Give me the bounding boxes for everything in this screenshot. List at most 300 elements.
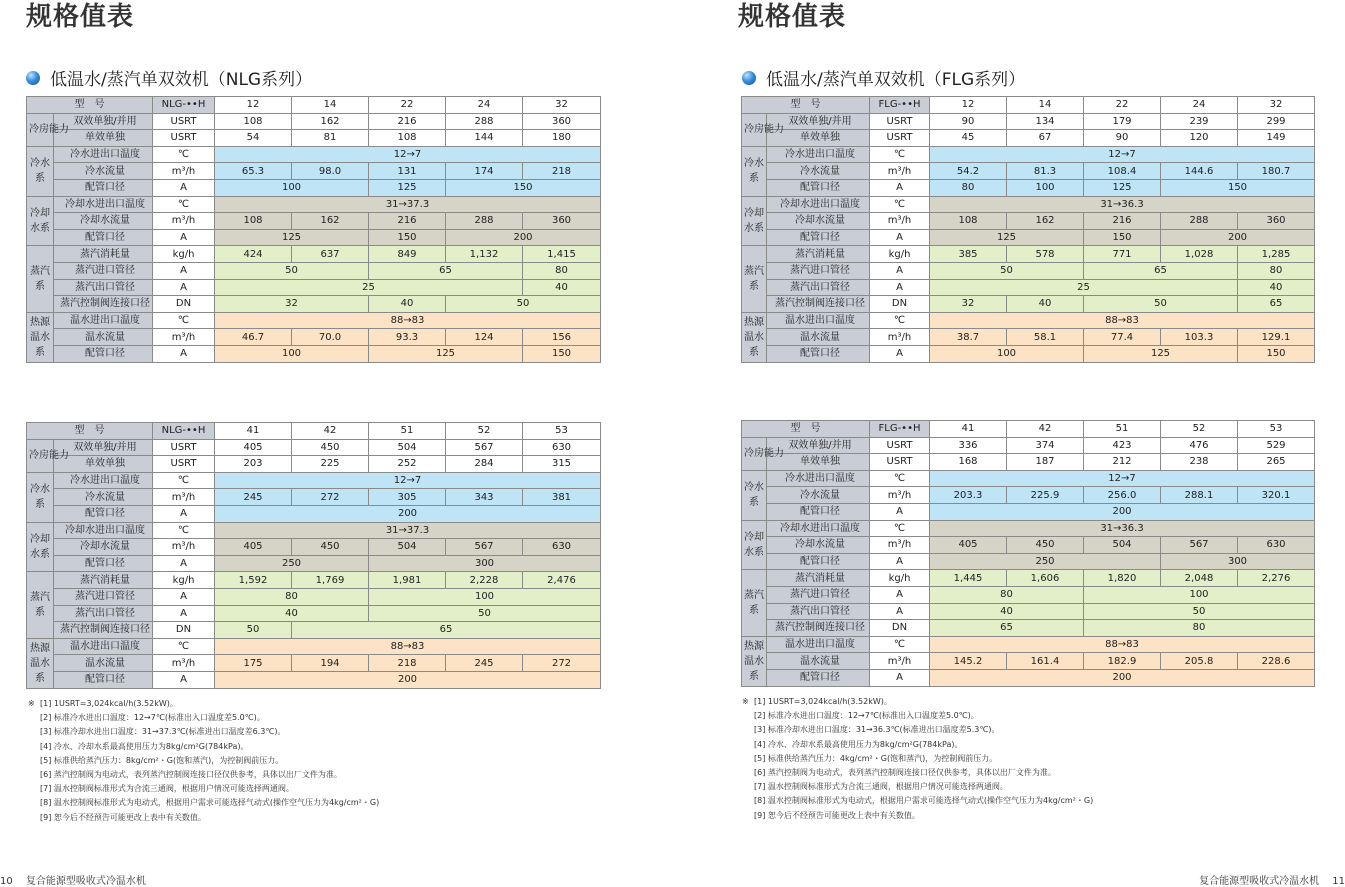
value-cell: 108 [930,213,1007,230]
unit-cell: ℃ [870,520,930,537]
value-cell: 288.1 [1161,487,1238,504]
value-cell: 300 [1161,553,1315,570]
unit-cell: A [153,279,215,296]
value-cell: 40 [1238,279,1315,296]
row-label: 冷水流量 [767,487,870,504]
value-cell: 50 [1084,296,1238,313]
row-label: 冷水流量 [54,163,153,180]
value-cell: 238 [1161,454,1238,471]
unit-cell: DN [870,620,930,637]
unit-cell: m³/h [153,213,215,230]
value-cell: 80 [1238,262,1315,279]
model-cell: 24 [446,97,523,114]
value-cell: 32 [930,296,1007,313]
value-cell: 31→36.3 [930,196,1315,213]
unit-cell: A [870,603,930,620]
value-cell: 476 [1161,437,1238,454]
row-label: 蒸汽控制阀连接口径 [54,622,153,639]
table-row [27,505,601,522]
value-cell: 200 [930,503,1315,520]
row-label: 配管口径 [54,555,153,572]
value-cell: 405 [930,537,1007,554]
value-cell: 225 [292,456,369,473]
row-label: 双效单独/并用 [767,113,870,130]
note-item: [6] 蒸汽控制阀为电动式，表列蒸汽控制阀连接口径仅供参考，具体以出厂文件为准。 [40,770,342,780]
value-cell: 50 [446,296,601,313]
unit-cell: USRT [153,439,215,456]
row-label: 配管口径 [54,229,153,246]
table-row [27,262,601,279]
unit-cell: A [870,179,930,196]
value-cell: 88→83 [215,312,601,329]
value-cell: 65 [369,262,523,279]
value-cell: 31→36.3 [930,520,1315,537]
unit-cell: ℃ [153,638,215,655]
value-cell: 88→83 [215,638,601,655]
value-cell: 40 [369,296,446,313]
table-row [742,229,1315,246]
row-label: 单效单独 [54,456,153,473]
value-cell: 203 [215,456,292,473]
value-cell: 77.4 [1084,329,1161,346]
value-cell: 567 [1161,537,1238,554]
value-cell: 771 [1084,246,1161,263]
value-cell: 381 [523,489,601,506]
cooling-group-label: 冷房能力 [27,113,54,146]
unit-cell: A [870,586,930,603]
value-cell: 67 [1007,130,1084,147]
value-cell: 315 [523,456,601,473]
table-row [27,113,601,130]
unit-cell: A [870,345,930,362]
value-cell: 578 [1007,246,1084,263]
unit-cell: A [870,503,930,520]
page-title-right: 规格值表 [738,2,847,32]
value-cell: 272 [523,655,601,672]
value-cell: 423 [1084,437,1161,454]
group-label: 蒸汽系 [742,570,767,636]
note-item: [3] 标准冷却水进出口温度：31→36.3℃(标准进出口温度差5.3℃)。 [754,725,1000,735]
model-code: FLG-••H [870,97,930,114]
value-cell: 567 [446,539,523,556]
value-cell: 32 [215,296,369,313]
spec-table-nlg-2 [26,422,601,689]
value-cell: 90 [1084,130,1161,147]
row-label: 冷水进出口温度 [767,470,870,487]
page-number: 10 [0,876,13,887]
value-cell: 54 [215,130,292,147]
unit-cell: ℃ [870,636,930,653]
note-item: [6] 蒸汽控制阀为电动式，表列蒸汽控制阀连接口径仅供参考，具体以出厂文件为准。 [754,768,1056,778]
value-cell: 65 [292,622,601,639]
table-row [27,179,601,196]
value-cell: 450 [292,439,369,456]
value-cell: 1,028 [1161,246,1238,263]
footer-text: 复合能源型吸收式冷温水机 [1199,876,1320,887]
table-row [742,262,1315,279]
table-row [27,539,601,556]
row-label: 冷却水进出口温度 [54,522,153,539]
table-row [742,179,1315,196]
value-cell: 567 [446,439,523,456]
table-row [27,213,601,230]
group-label: 冷却水系 [27,196,54,246]
table-row [27,296,601,313]
note-mark: ※ [742,697,749,706]
unit-cell: USRT [153,130,215,147]
cooling-group-label: 冷房能力 [742,437,767,470]
value-cell: 637 [292,246,369,263]
value-cell: 100 [369,588,601,605]
table-row [742,146,1315,163]
unit-cell: USRT [153,456,215,473]
unit-cell: kg/h [870,570,930,587]
unit-cell: A [153,179,215,196]
value-cell: 108 [369,130,446,147]
model-cell: 51 [369,423,446,440]
value-cell: 288 [1161,213,1238,230]
value-cell: 31→37.3 [215,196,601,213]
model-cell: 42 [1007,421,1084,438]
value-cell: 504 [369,539,446,556]
value-cell: 50 [215,262,369,279]
table-row [742,296,1315,313]
value-cell: 134 [1007,113,1084,130]
note-item: [7] 温水控制阀标准形式为合流三通阀，根据用户情况可能选择两通阀。 [40,784,294,794]
bullet-ball-icon [742,71,756,85]
section-title-text: 低温水/蒸汽单双效机（FLG系列） [766,70,1026,90]
value-cell: 200 [215,505,601,522]
note-item: [5] 标准供给蒸汽压力：4kg/cm²・G(饱和蒸汽)，为控制阀前压力。 [754,753,998,763]
value-cell: 343 [446,489,523,506]
value-cell: 144 [446,130,523,147]
value-cell: 80 [215,588,369,605]
value-cell: 272 [292,489,369,506]
unit-cell: m³/h [870,537,930,554]
value-cell: 100 [215,345,369,362]
unit-cell: m³/h [153,329,215,346]
table-row [742,213,1315,230]
table-row [27,163,601,180]
page-number: 11 [1332,876,1345,887]
value-cell: 45 [930,130,1007,147]
table-row [27,229,601,246]
table-row [27,329,601,346]
value-cell: 1,132 [446,246,523,263]
value-cell: 40 [523,279,601,296]
spec-table-flg-1 [741,96,1315,363]
table-row [27,312,601,329]
model-cell: 53 [523,423,601,440]
row-label: 蒸汽进口管径 [767,586,870,603]
unit-cell: m³/h [153,163,215,180]
row-label: 冷水流量 [767,163,870,180]
note-item: [2] 标准冷水进出口温度：12→7℃(标准出入口温度差5.0℃)。 [754,711,979,721]
value-cell: 156 [523,329,601,346]
value-cell: 2,476 [523,572,601,589]
value-cell: 103.3 [1161,329,1238,346]
model-cell: 12 [930,97,1007,114]
value-cell: 12→7 [215,146,601,163]
value-cell: 374 [1007,437,1084,454]
row-label: 冷却水进出口温度 [767,520,870,537]
row-label: 配管口径 [767,345,870,362]
value-cell: 200 [930,669,1315,686]
value-cell: 108 [215,113,292,130]
model-cell: 53 [1238,421,1315,438]
value-cell: 360 [1238,213,1315,230]
value-cell: 129.1 [1238,329,1315,346]
value-cell: 300 [369,555,601,572]
unit-cell: A [153,671,215,688]
unit-cell: ℃ [870,196,930,213]
value-cell: 80 [930,179,1007,196]
value-cell: 2,276 [1238,570,1315,587]
value-cell: 150 [1161,179,1315,196]
row-label: 配管口径 [767,553,870,570]
value-cell: 125 [1084,179,1161,196]
table-row [742,97,1315,114]
value-cell: 150 [446,179,601,196]
value-cell: 70.0 [292,329,369,346]
table-row [742,520,1315,537]
value-cell: 162 [292,113,369,130]
row-label: 温水流量 [767,329,870,346]
value-cell: 299 [1238,113,1315,130]
value-cell: 125 [369,179,446,196]
unit-cell: ℃ [153,146,215,163]
model-code: FLG-••H [870,421,930,438]
value-cell: 504 [369,439,446,456]
model-cell: 42 [292,423,369,440]
value-cell: 90 [930,113,1007,130]
bullet-ball-icon [26,71,40,85]
model-cell: 22 [1084,97,1161,114]
value-cell: 108.4 [1084,163,1161,180]
table-row [742,196,1315,213]
value-cell: 200 [1161,229,1315,246]
unit-cell: A [870,262,930,279]
model-cell: 32 [523,97,601,114]
value-cell: 1,592 [215,572,292,589]
row-label: 冷却水流量 [767,537,870,554]
table-row [27,456,601,473]
row-label: 配管口径 [54,671,153,688]
value-cell: 2,048 [1161,570,1238,587]
model-cell: 14 [1007,97,1084,114]
value-cell: 125 [930,229,1084,246]
value-cell: 145.2 [930,653,1007,670]
unit-cell: USRT [870,437,930,454]
value-cell: 12→7 [215,472,601,489]
value-cell: 250 [215,555,369,572]
note-item: [8] 温水控制阀标准形式为电动式，根据用户需求可能选择气动式(操作空气压力为4kg/cm²・G) [754,796,1094,806]
table-row [27,246,601,263]
value-cell: 252 [369,456,446,473]
row-label: 温水流量 [54,655,153,672]
unit-cell: USRT [870,130,930,147]
value-cell: 80 [1084,620,1315,637]
value-cell: 182.9 [1084,653,1161,670]
row-label: 配管口径 [54,345,153,362]
group-label: 冷水系 [27,472,54,522]
value-cell: 40 [930,603,1084,620]
value-cell: 450 [1007,537,1084,554]
value-cell: 630 [1238,537,1315,554]
table-row [742,163,1315,180]
note-item: [3] 标准冷却水进出口温度：31→37.3℃(标准进出口温度差6.3℃)。 [40,727,286,737]
unit-cell: USRT [870,454,930,471]
value-cell: 80 [523,262,601,279]
row-label: 配管口径 [767,503,870,520]
table-row [742,345,1315,362]
row-label: 冷水流量 [54,489,153,506]
value-cell: 200 [446,229,601,246]
value-cell: 58.1 [1007,329,1084,346]
notes-right [742,695,1094,823]
note-item: [4] 冷水、冷却水系最高使用压力为8kg/cm²G(784kPa)。 [754,739,963,749]
model-cell: 51 [1084,421,1161,438]
value-cell: 144.6 [1161,163,1238,180]
value-cell: 218 [523,163,601,180]
model-cell: 52 [446,423,523,440]
value-cell: 149 [1238,130,1315,147]
value-cell: 203.3 [930,487,1007,504]
value-cell: 150 [1084,229,1161,246]
value-cell: 88→83 [930,312,1315,329]
table-row [742,603,1315,620]
value-cell: 108 [215,213,292,230]
row-label: 蒸汽进口管径 [767,262,870,279]
unit-cell: A [153,605,215,622]
row-label: 单效单独 [767,130,870,147]
value-cell: 288 [446,213,523,230]
group-label: 冷水系 [742,470,767,520]
table-row [27,489,601,506]
row-label: 冷却水流量 [54,539,153,556]
unit-cell: DN [153,296,215,313]
unit-cell: A [870,553,930,570]
value-cell: 31→37.3 [215,522,601,539]
table-row [742,113,1315,130]
table-row [742,503,1315,520]
row-label: 冷却水流量 [767,213,870,230]
value-cell: 180.7 [1238,163,1315,180]
row-label: 蒸汽进口管径 [54,588,153,605]
row-label: 冷水进出口温度 [54,472,153,489]
section-title-nlg [26,65,312,90]
note-item: [1] 1USRT=3,024kcal/h(3.52kW)。 [40,699,178,708]
value-cell: 100 [930,345,1084,362]
spec-table-nlg-1 [26,96,601,363]
value-cell: 187 [1007,454,1084,471]
unit-cell: ℃ [153,472,215,489]
row-label: 蒸汽出口管径 [767,603,870,620]
value-cell: 250 [930,553,1161,570]
group-label: 冷却水系 [742,520,767,570]
table-row [742,570,1315,587]
value-cell: 194 [292,655,369,672]
value-cell: 150 [1238,345,1315,362]
value-cell: 849 [369,246,446,263]
value-cell: 125 [215,229,369,246]
unit-cell: m³/h [870,329,930,346]
note-mark: ※ [28,699,35,708]
group-label: 蒸汽系 [742,246,767,312]
unit-cell: A [870,279,930,296]
unit-cell: kg/h [153,246,215,263]
group-label: 热源温水系 [27,638,54,688]
value-cell: 98.0 [292,163,369,180]
model-code: NLG-••H [153,97,215,114]
value-cell: 256.0 [1084,487,1161,504]
table-row [742,312,1315,329]
table-row [27,439,601,456]
unit-cell: ℃ [870,470,930,487]
value-cell: 245 [446,655,523,672]
value-cell: 93.3 [369,329,446,346]
unit-cell: kg/h [870,246,930,263]
value-cell: 125 [369,345,523,362]
note-item: [9] 恕今后不经预告可能更改上表中有关数值。 [40,812,206,822]
row-label: 配管口径 [767,229,870,246]
table-row [27,655,601,672]
group-label: 蒸汽系 [27,246,54,312]
note-item: [1] 1USRT=3,024kcal/h(3.52kW)。 [754,697,892,706]
unit-cell: ℃ [153,312,215,329]
value-cell: 1,981 [369,572,446,589]
table-row [27,345,601,362]
value-cell: 120 [1161,130,1238,147]
row-label: 蒸汽出口管径 [54,279,153,296]
value-cell: 265 [1238,454,1315,471]
value-cell: 38.7 [930,329,1007,346]
value-cell: 12→7 [930,146,1315,163]
row-label: 温水进出口温度 [54,638,153,655]
unit-cell: USRT [153,113,215,130]
group-label: 冷却水系 [27,522,54,572]
value-cell: 81.3 [1007,163,1084,180]
table-row [742,279,1315,296]
table-row [27,671,601,688]
value-cell: 216 [1084,213,1161,230]
row-label: 配管口径 [54,505,153,522]
value-cell: 360 [523,113,601,130]
group-label: 热源温水系 [742,312,767,362]
table-row [742,454,1315,471]
model-code: NLG-••H [153,423,215,440]
value-cell: 50 [369,605,601,622]
value-cell: 1,820 [1084,570,1161,587]
value-cell: 218 [369,655,446,672]
row-label: 蒸汽消耗量 [54,572,153,589]
group-label: 热源温水系 [742,636,767,686]
unit-cell: kg/h [153,572,215,589]
model-label: 型 号 [742,97,870,114]
model-cell: 24 [1161,97,1238,114]
model-cell: 14 [292,97,369,114]
value-cell: 162 [1007,213,1084,230]
group-label: 冷水系 [27,146,54,196]
unit-cell: DN [153,622,215,639]
note-item: [4] 冷水、冷却水系最高使用压力为8kg/cm²G(784kPa)。 [40,741,249,751]
value-cell: 80 [930,586,1084,603]
model-label: 型 号 [27,97,153,114]
cooling-group-label: 冷房能力 [742,113,767,146]
unit-cell: ℃ [870,146,930,163]
value-cell: 65.3 [215,163,292,180]
value-cell: 162 [292,213,369,230]
